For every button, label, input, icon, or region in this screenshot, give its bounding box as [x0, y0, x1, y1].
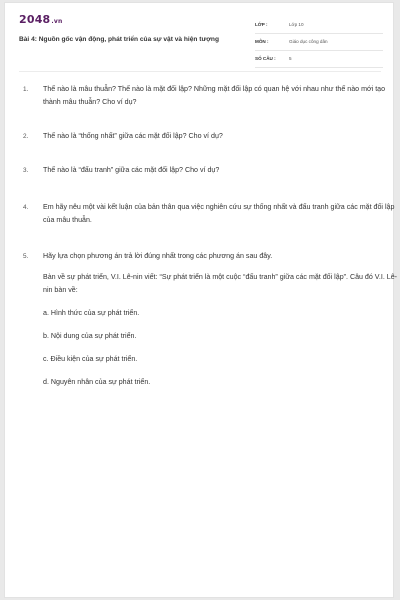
question-number: 4.	[23, 204, 29, 211]
question-text: Thế nào là “đấu tranh” giữa các mặt đối lập? Cho ví dụ?	[43, 166, 220, 174]
question-body: Bàn về sự phát triển, V.I. Lê-nin viết: “Sự phát triển là một cuộc “đấu tranh” giữa các mặt đối lập”. Câu đó V.I. Lê-nin bàn về:	[43, 273, 398, 294]
question-number: 2.	[23, 133, 29, 140]
question-item	[23, 201, 400, 227]
worksheet-header	[19, 13, 383, 71]
question-number: 1.	[23, 86, 29, 93]
logo-main-text: 2048	[19, 13, 51, 26]
site-logo[interactable]	[19, 13, 62, 26]
meta-value: 5	[289, 56, 292, 61]
answer-option-a: a. Hình thức của sự phát triển.	[43, 309, 140, 317]
meta-label: SỐ CÂU :	[255, 56, 276, 61]
worksheet-page	[4, 2, 398, 598]
logo-domain-text: .vn	[51, 18, 63, 25]
question-number: 3.	[23, 167, 29, 174]
question-item	[23, 164, 400, 177]
answer-option-c: c. Điều kiện của sự phát triển.	[43, 355, 138, 363]
answer-option-b: b. Nội dung của sự phát triển.	[43, 332, 137, 340]
question-text: Em hãy nêu một vài kết luận của bản thân qua việc nghiên cứu sự thống nhất và đấu tranh giữa các mặt đối lập của mâu thuẫn.	[43, 203, 395, 224]
meta-row-class	[255, 19, 383, 34]
question-text: Hãy lựa chọn phương án trả lời đúng nhất trong các phương án sau đây.	[43, 252, 273, 260]
question-item	[23, 83, 400, 109]
question-number: 5.	[23, 253, 29, 260]
question-text: Thế nào là mâu thuẫn? Thế nào là mặt đối lập? Những mặt đối lập có quan hệ với nhau như thế nào mới tạo thành mâu thuẫn? Cho ví dụ?	[43, 85, 386, 106]
question-item	[23, 250, 400, 389]
question-item	[23, 130, 400, 143]
lesson-title: Bài 4: Nguồn gốc vận động, phát triển của sự vật và hiện tượng	[19, 36, 219, 43]
meta-value: Lớp 10	[289, 22, 304, 27]
meta-row-subject	[255, 36, 383, 51]
worksheet-meta	[255, 19, 383, 70]
meta-label: LỚP :	[255, 22, 268, 27]
question-text: Thế nào là “thống nhất” giữa các mặt đối lập? Cho ví dụ?	[43, 132, 223, 140]
header-divider	[19, 71, 381, 72]
meta-value: Giáo dục công dân	[289, 39, 328, 44]
meta-label: MÔN :	[255, 39, 269, 44]
answer-option-d: d. Nguyên nhân của sự phát triển.	[43, 378, 151, 386]
meta-row-question-count	[255, 53, 383, 68]
